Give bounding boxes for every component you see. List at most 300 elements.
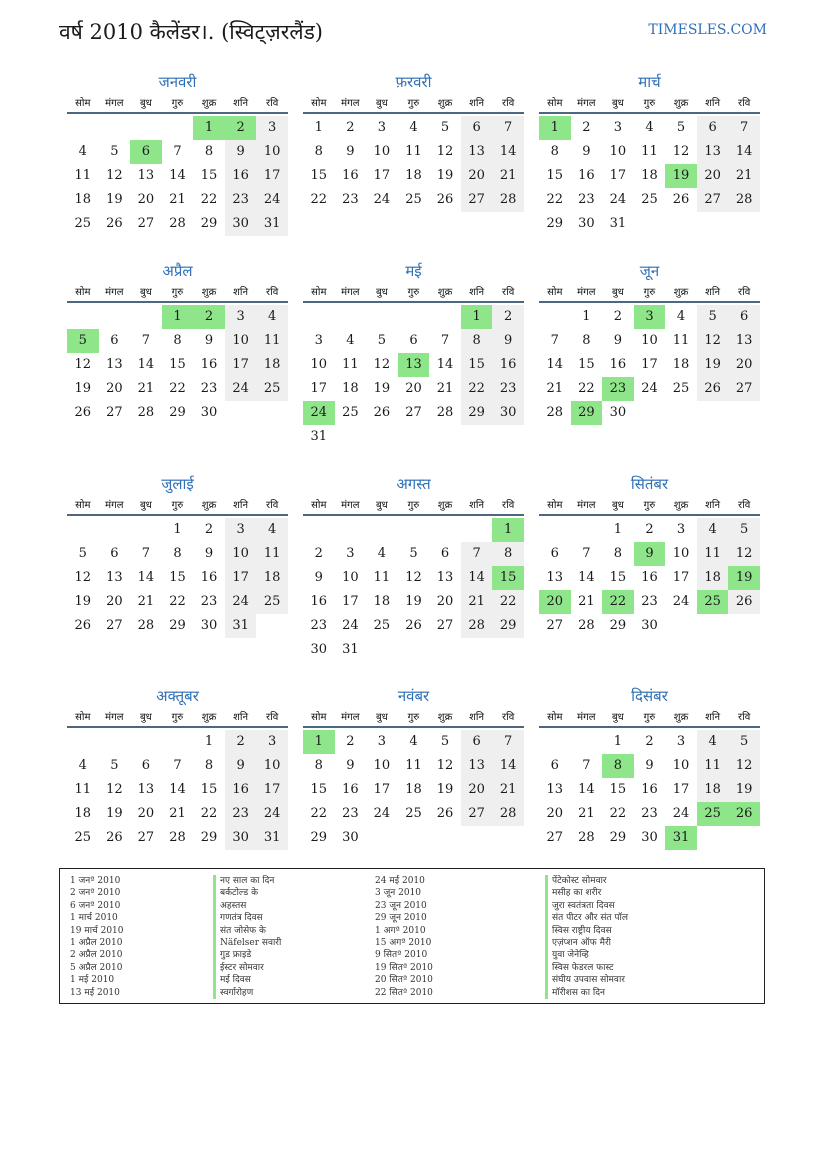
day-cell: 9 bbox=[346, 144, 355, 159]
legend-holiday-name: जुरा स्वतंत्रता दिवस bbox=[545, 900, 702, 912]
weekday-label: शुक्र bbox=[673, 712, 689, 723]
weekday-header bbox=[67, 494, 288, 516]
day-cell: 16 bbox=[342, 782, 359, 797]
day-cell: 21 bbox=[461, 590, 493, 614]
day-cell: 14 bbox=[169, 782, 186, 797]
day-cell: 25 bbox=[74, 830, 92, 845]
day-cell: 31 bbox=[310, 429, 328, 444]
day-cell: 27 bbox=[461, 188, 493, 212]
weekday-label: रवि bbox=[266, 500, 279, 511]
day-cell: 5 bbox=[409, 546, 418, 561]
day-cell: 20 bbox=[461, 164, 493, 188]
weekday-label: रवि bbox=[738, 712, 751, 723]
weekday-label: शनि bbox=[233, 712, 249, 723]
day-cell: 17 bbox=[641, 357, 658, 372]
day-cell: 8 bbox=[314, 758, 323, 773]
holiday-day-cell: 9 bbox=[634, 542, 666, 566]
day-cell: 19 bbox=[405, 594, 422, 609]
day-cell: 22 bbox=[546, 192, 564, 207]
day-cell: 7 bbox=[173, 144, 182, 159]
day-cell: 9 bbox=[204, 333, 214, 348]
day-cell: 30 bbox=[578, 216, 595, 231]
page-title: वर्ष 2010 कैलेंडर।. (स्विट्ज़रलैंड) bbox=[59, 20, 324, 44]
day-cell: 22 bbox=[169, 594, 186, 609]
day-cell: 24 bbox=[641, 381, 658, 396]
weekday-label: रवि bbox=[738, 500, 751, 511]
day-cell: 13 bbox=[137, 168, 155, 183]
holiday-day-cell: 26 bbox=[728, 802, 760, 826]
day-cell: 29 bbox=[169, 618, 186, 633]
day-cell: 16 bbox=[641, 570, 658, 585]
weekday-label: बुध bbox=[139, 500, 152, 511]
day-cell: 9 bbox=[613, 333, 623, 348]
day-cell: 27 bbox=[106, 405, 123, 420]
day-cell: 30 bbox=[641, 618, 658, 633]
day-cell: 5 bbox=[377, 333, 387, 348]
month-block bbox=[539, 686, 760, 845]
day-cell: 14 bbox=[137, 570, 155, 585]
day-cell: 21 bbox=[728, 164, 760, 188]
legend-date: 20 सितª 2010 bbox=[375, 975, 433, 986]
weekday-label: रवि bbox=[738, 98, 751, 109]
day-cell: 11 bbox=[373, 570, 391, 585]
weekday-label: गुरु bbox=[407, 712, 420, 723]
day-cell: 16 bbox=[225, 164, 257, 188]
day-cell: 23 bbox=[492, 377, 524, 401]
day-cell: 6 bbox=[141, 758, 151, 773]
day-cell: 16 bbox=[200, 570, 218, 585]
day-cell: 22 bbox=[461, 377, 493, 401]
weekday-label: सोम bbox=[75, 98, 91, 109]
day-cell: 14 bbox=[728, 140, 760, 164]
day-cell: 19 bbox=[728, 778, 760, 802]
day-cell: 9 bbox=[582, 144, 591, 159]
day-cell: 3 bbox=[225, 305, 257, 329]
weekday-label: शुक्र bbox=[437, 500, 453, 511]
day-cell: 14 bbox=[492, 140, 524, 164]
legend-holiday-name: एज़ंप्शन ऑफ मैरी bbox=[545, 937, 702, 949]
day-cell: 1 bbox=[582, 309, 591, 324]
weekday-label: मंगल bbox=[577, 712, 596, 723]
day-cell: 6 bbox=[461, 730, 493, 754]
day-cell: 6 bbox=[697, 116, 729, 140]
day-cell: 18 bbox=[697, 566, 729, 590]
weekday-label: शुक्र bbox=[437, 287, 453, 298]
day-cell: 23 bbox=[310, 618, 328, 633]
legend-date: 2 जनª 2010 bbox=[70, 888, 121, 899]
holiday-day-cell: 25 bbox=[697, 590, 729, 614]
day-cell: 30 bbox=[225, 212, 257, 236]
day-cell: 28 bbox=[492, 188, 524, 212]
legend-date: 1 मई 2010 bbox=[70, 975, 115, 986]
weekday-header bbox=[539, 706, 760, 728]
day-cell: 21 bbox=[492, 778, 524, 802]
weekday-label: रवि bbox=[502, 287, 515, 298]
legend-holiday-name: ईस्टर सोमवार bbox=[213, 962, 370, 974]
day-cell: 14 bbox=[137, 357, 155, 372]
day-cell: 20 bbox=[137, 192, 155, 207]
weekday-label: शनि bbox=[705, 98, 721, 109]
day-cell: 26 bbox=[436, 806, 454, 821]
day-cell: 20 bbox=[728, 353, 760, 377]
legend-holiday-name: बर्कटोल्ड के bbox=[213, 887, 370, 899]
day-cell: 29 bbox=[169, 405, 186, 420]
day-cell: 19 bbox=[436, 168, 454, 183]
day-cell: 26 bbox=[74, 405, 92, 420]
day-cell: 22 bbox=[310, 806, 328, 821]
day-cell: 21 bbox=[169, 806, 186, 821]
holiday-day-cell: 1 bbox=[461, 305, 493, 329]
month-name: दिसंबर bbox=[631, 687, 668, 705]
day-cell: 22 bbox=[200, 192, 218, 207]
day-cell: 9 bbox=[645, 758, 654, 773]
day-cell: 5 bbox=[110, 144, 119, 159]
day-cell: 4 bbox=[697, 730, 729, 754]
day-cell: 25 bbox=[256, 590, 288, 614]
day-cell: 23 bbox=[200, 381, 218, 396]
day-cell: 10 bbox=[672, 758, 690, 773]
day-cell: 15 bbox=[200, 782, 218, 797]
weekday-label: शुक्र bbox=[673, 500, 689, 511]
day-cell: 18 bbox=[74, 806, 92, 821]
holiday-day-cell: 20 bbox=[539, 590, 571, 614]
month-name: अगस्त bbox=[396, 475, 431, 493]
day-cell: 17 bbox=[609, 168, 627, 183]
weekday-label: बुध bbox=[375, 712, 388, 723]
day-cell: 13 bbox=[461, 754, 493, 778]
day-cell: 15 bbox=[609, 782, 627, 797]
day-cell: 14 bbox=[546, 357, 564, 372]
weekday-label: रवि bbox=[502, 500, 515, 511]
day-cell: 4 bbox=[78, 144, 87, 159]
weekday-label: शनि bbox=[705, 500, 721, 511]
day-cell: 31 bbox=[609, 216, 627, 231]
legend-date-column bbox=[70, 875, 210, 999]
day-cell: 24 bbox=[256, 188, 288, 212]
day-cell: 20 bbox=[697, 164, 729, 188]
day-cell: 30 bbox=[492, 401, 524, 425]
day-cell: 25 bbox=[342, 405, 359, 420]
weekday-label: शनि bbox=[705, 287, 721, 298]
day-cell: 12 bbox=[728, 542, 760, 566]
day-cell: 25 bbox=[256, 377, 288, 401]
day-cell: 8 bbox=[204, 758, 214, 773]
day-cell: 31 bbox=[256, 826, 288, 850]
weekday-header bbox=[67, 281, 288, 303]
day-cell: 30 bbox=[641, 830, 658, 845]
day-cell: 15 bbox=[609, 570, 627, 585]
day-cell: 2 bbox=[492, 305, 524, 329]
day-cell: 20 bbox=[106, 381, 123, 396]
day-cell: 23 bbox=[641, 806, 658, 821]
day-cell: 12 bbox=[436, 144, 454, 159]
day-cell: 7 bbox=[492, 730, 524, 754]
day-cell: 27 bbox=[461, 802, 493, 826]
legend-date-column bbox=[375, 875, 515, 999]
legend-holiday-name: स्विस फेडरल फास्ट bbox=[545, 962, 702, 974]
holiday-day-cell: 1 bbox=[303, 730, 335, 754]
weekday-label: सोम bbox=[547, 500, 563, 511]
weekday-header bbox=[67, 92, 288, 114]
day-cell: 28 bbox=[461, 614, 493, 638]
day-cell: 25 bbox=[672, 381, 690, 396]
day-cell: 18 bbox=[256, 353, 288, 377]
day-cell: 6 bbox=[110, 546, 119, 561]
day-cell: 11 bbox=[74, 782, 92, 797]
month-name: जुलाई bbox=[161, 475, 194, 493]
holiday-day-cell: 31 bbox=[665, 826, 697, 850]
month-block bbox=[539, 474, 760, 633]
holiday-day-cell: 1 bbox=[162, 305, 194, 329]
weekday-label: गुरु bbox=[171, 500, 184, 511]
day-cell: 21 bbox=[137, 381, 155, 396]
day-cell: 30 bbox=[200, 405, 218, 420]
day-cell: 30 bbox=[342, 830, 359, 845]
day-cell: 17 bbox=[256, 164, 288, 188]
day-cell: 18 bbox=[641, 168, 658, 183]
legend-holiday-name: नए साल का दिन bbox=[213, 875, 370, 887]
day-cell: 7 bbox=[173, 758, 182, 773]
day-cell: 26 bbox=[373, 405, 391, 420]
day-cell: 12 bbox=[405, 570, 422, 585]
day-cell: 15 bbox=[578, 357, 595, 372]
day-cell: 11 bbox=[641, 144, 658, 159]
weekday-header bbox=[67, 706, 288, 728]
day-cell: 27 bbox=[546, 830, 564, 845]
month-name: जनवरी bbox=[158, 73, 197, 91]
weekday-label: मंगल bbox=[105, 712, 124, 723]
weekday-label: गुरु bbox=[171, 98, 184, 109]
day-cell: 20 bbox=[405, 381, 422, 396]
legend-holiday-name: Näfelser सवारी bbox=[213, 937, 370, 949]
day-cell: 15 bbox=[200, 168, 218, 183]
day-cell: 17 bbox=[672, 570, 690, 585]
day-cell: 25 bbox=[405, 806, 422, 821]
day-cell: 30 bbox=[310, 642, 328, 657]
holiday-day-cell: 13 bbox=[398, 353, 430, 377]
weekday-label: सोम bbox=[311, 500, 327, 511]
legend-date: 9 सितª 2010 bbox=[375, 950, 428, 961]
day-cell: 12 bbox=[697, 329, 729, 353]
day-cell: 21 bbox=[546, 381, 564, 396]
day-cell: 4 bbox=[697, 518, 729, 542]
day-cell: 15 bbox=[169, 357, 186, 372]
day-cell: 24 bbox=[373, 806, 391, 821]
day-cell: 13 bbox=[106, 570, 123, 585]
day-cell: 6 bbox=[461, 116, 493, 140]
weekday-label: बुध bbox=[611, 287, 624, 298]
site-link[interactable]: TIMESLES.COM bbox=[648, 22, 767, 38]
day-cell: 20 bbox=[436, 594, 454, 609]
weekday-header bbox=[303, 494, 524, 516]
day-cell: 23 bbox=[342, 806, 359, 821]
day-cell: 27 bbox=[546, 618, 564, 633]
day-cell: 6 bbox=[728, 305, 760, 329]
day-cell: 14 bbox=[578, 782, 595, 797]
day-cell: 26 bbox=[74, 618, 92, 633]
month-block bbox=[67, 72, 288, 231]
day-cell: 17 bbox=[373, 782, 391, 797]
day-cell: 4 bbox=[409, 120, 418, 135]
holiday-day-cell: 5 bbox=[67, 329, 99, 353]
day-cell: 27 bbox=[436, 618, 454, 633]
day-cell: 28 bbox=[137, 405, 155, 420]
day-cell: 23 bbox=[200, 594, 218, 609]
weekday-label: शुक्र bbox=[673, 98, 689, 109]
day-cell: 13 bbox=[461, 140, 493, 164]
weekday-label: शनि bbox=[469, 712, 485, 723]
weekday-label: बुध bbox=[139, 287, 152, 298]
day-cell: 16 bbox=[200, 357, 218, 372]
day-cell: 31 bbox=[256, 212, 288, 236]
day-cell: 13 bbox=[106, 357, 123, 372]
day-cell: 5 bbox=[440, 120, 450, 135]
weekday-label: सोम bbox=[75, 712, 91, 723]
day-cell: 3 bbox=[225, 518, 257, 542]
day-cell: 28 bbox=[137, 618, 155, 633]
day-cell: 24 bbox=[672, 594, 690, 609]
day-cell: 3 bbox=[314, 333, 323, 348]
day-cell: 30 bbox=[609, 405, 627, 420]
day-cell: 2 bbox=[346, 120, 355, 135]
holiday-day-cell: 3 bbox=[634, 305, 666, 329]
month-name: मार्च bbox=[638, 73, 661, 91]
weekday-label: शुक्र bbox=[201, 98, 217, 109]
day-cell: 3 bbox=[676, 522, 686, 537]
day-cell: 28 bbox=[492, 802, 524, 826]
legend-holiday-name: संत पीटर और संत पॉल bbox=[545, 912, 702, 924]
weekday-label: मंगल bbox=[577, 287, 596, 298]
day-cell: 15 bbox=[461, 353, 493, 377]
weekday-label: गुरु bbox=[171, 287, 184, 298]
holiday-legend bbox=[59, 868, 765, 1004]
weekday-header bbox=[303, 281, 524, 303]
day-cell: 13 bbox=[137, 782, 155, 797]
day-cell: 27 bbox=[728, 377, 760, 401]
day-cell: 4 bbox=[377, 546, 387, 561]
day-cell: 15 bbox=[169, 570, 186, 585]
day-cell: 14 bbox=[578, 570, 595, 585]
legend-holiday-name: अहस्तस bbox=[213, 900, 370, 912]
day-cell: 5 bbox=[676, 120, 686, 135]
weekday-header bbox=[539, 92, 760, 114]
holiday-day-cell: 15 bbox=[492, 566, 524, 590]
day-cell: 24 bbox=[225, 590, 257, 614]
day-cell: 3 bbox=[613, 120, 623, 135]
day-cell: 13 bbox=[546, 782, 564, 797]
month-block bbox=[303, 474, 524, 657]
holiday-day-cell: 24 bbox=[303, 401, 335, 425]
day-cell: 29 bbox=[200, 830, 218, 845]
day-cell: 28 bbox=[546, 405, 564, 420]
day-cell: 10 bbox=[225, 542, 257, 566]
day-cell: 3 bbox=[377, 734, 387, 749]
day-cell: 14 bbox=[436, 357, 454, 372]
day-cell: 10 bbox=[373, 758, 391, 773]
month-block bbox=[539, 261, 760, 420]
day-cell: 22 bbox=[578, 381, 595, 396]
legend-date: 19 मार्च 2010 bbox=[70, 925, 124, 936]
day-cell: 23 bbox=[578, 192, 595, 207]
legend-holiday-name: पेंटेकोस्ट सोमवार bbox=[545, 875, 702, 887]
day-cell: 3 bbox=[256, 116, 288, 140]
day-cell: 28 bbox=[169, 830, 186, 845]
legend-holiday-name: संघीय उपवास सोमवार bbox=[545, 974, 702, 986]
day-cell: 29 bbox=[609, 830, 627, 845]
weekday-label: सोम bbox=[547, 712, 563, 723]
day-cell: 10 bbox=[256, 754, 288, 778]
weekday-label: बुध bbox=[611, 98, 624, 109]
day-cell: 28 bbox=[728, 188, 760, 212]
day-cell: 25 bbox=[405, 192, 422, 207]
legend-date: 3 जून 2010 bbox=[375, 888, 422, 899]
day-cell: 10 bbox=[310, 357, 328, 372]
month-block bbox=[67, 474, 288, 633]
weekday-label: शनि bbox=[469, 500, 485, 511]
legend-date: 23 जून 2010 bbox=[375, 900, 427, 911]
weekday-label: रवि bbox=[266, 712, 279, 723]
day-cell: 12 bbox=[373, 357, 391, 372]
holiday-day-cell: 19 bbox=[665, 164, 697, 188]
day-cell: 19 bbox=[373, 381, 391, 396]
day-cell: 30 bbox=[200, 618, 218, 633]
day-cell: 16 bbox=[492, 353, 524, 377]
day-cell: 26 bbox=[436, 192, 454, 207]
day-cell: 18 bbox=[74, 192, 92, 207]
weekday-label: गुरु bbox=[407, 500, 420, 511]
weekday-label: गुरु bbox=[643, 712, 656, 723]
day-cell: 29 bbox=[492, 614, 524, 638]
legend-date: 6 जनª 2010 bbox=[70, 900, 121, 911]
legend-date: 1 मार्च 2010 bbox=[70, 913, 118, 924]
weekday-label: गुरु bbox=[407, 287, 420, 298]
day-cell: 9 bbox=[314, 570, 323, 585]
day-cell: 2 bbox=[645, 734, 654, 749]
day-cell: 10 bbox=[225, 329, 257, 353]
day-cell: 11 bbox=[256, 542, 288, 566]
day-cell: 24 bbox=[342, 618, 359, 633]
day-cell: 29 bbox=[609, 618, 627, 633]
day-cell: 20 bbox=[546, 806, 564, 821]
day-cell: 21 bbox=[137, 594, 155, 609]
day-cell: 27 bbox=[137, 830, 155, 845]
weekday-label: बुध bbox=[375, 287, 388, 298]
day-cell: 17 bbox=[310, 381, 328, 396]
day-cell: 13 bbox=[697, 140, 729, 164]
day-cell: 5 bbox=[440, 734, 450, 749]
legend-date: 15 अगª 2010 bbox=[375, 937, 432, 948]
day-cell: 3 bbox=[256, 730, 288, 754]
day-cell: 8 bbox=[613, 546, 623, 561]
day-cell: 25 bbox=[641, 192, 658, 207]
day-cell: 20 bbox=[137, 806, 155, 821]
day-cell: 17 bbox=[342, 594, 359, 609]
legend-holiday-name: गणतंत्र दिवस bbox=[213, 912, 370, 924]
weekday-label: मंगल bbox=[341, 287, 360, 298]
day-cell: 11 bbox=[342, 357, 359, 372]
legend-holiday-name: संत जोसेफ के bbox=[213, 925, 370, 937]
day-cell: 16 bbox=[609, 357, 627, 372]
legend-date: 19 सितª 2010 bbox=[375, 962, 433, 973]
holiday-day-cell: 2 bbox=[193, 305, 225, 329]
day-cell: 1 bbox=[613, 734, 623, 749]
day-cell: 13 bbox=[546, 570, 564, 585]
weekday-label: शुक्र bbox=[201, 712, 217, 723]
day-cell: 9 bbox=[225, 140, 257, 164]
weekday-label: मंगल bbox=[341, 98, 360, 109]
day-cell: 1 bbox=[613, 522, 623, 537]
day-cell: 8 bbox=[204, 144, 214, 159]
